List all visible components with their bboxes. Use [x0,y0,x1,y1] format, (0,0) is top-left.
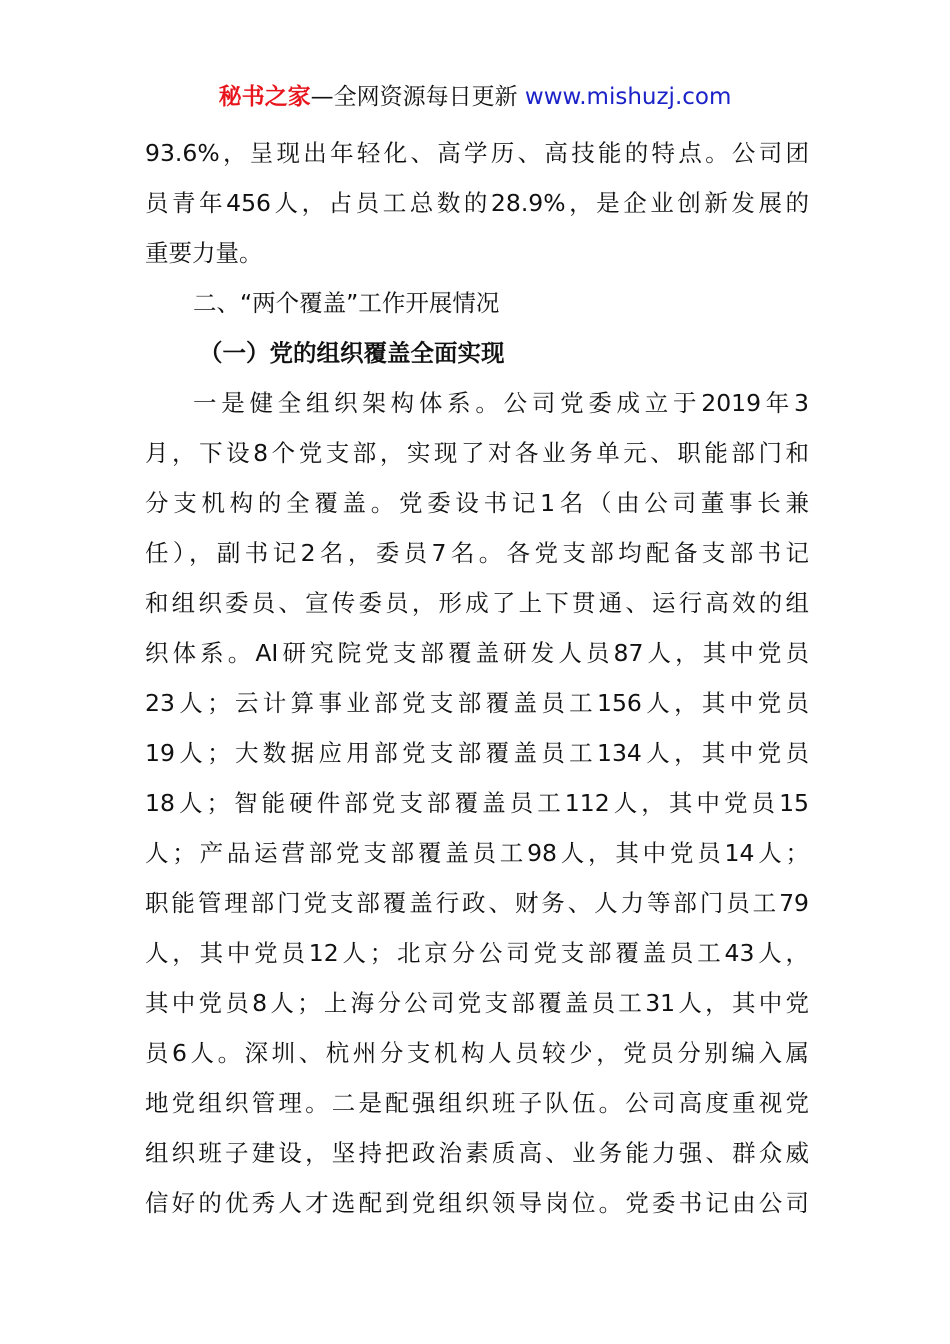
text-line: 和组织委员、宣传委员，形成了上下贯通、运行高效的组 [145,589,809,617]
text-line: 职能管理部门党支部覆盖行政、财务、人力等部门员工79 [145,889,809,917]
text-line: 员6人。深圳、杭州分支机构人员较少，党员分别编入属 [145,1039,809,1067]
subsection-heading: （一）党的组织覆盖全面实现 [199,339,505,367]
text-line: 员青年456人，占员工总数的28.9%，是企业创新发展的 [145,189,809,217]
section-heading: 二、“两个覆盖”工作开展情况 [193,289,500,317]
site-url[interactable]: www.mishuzj.com [524,84,732,110]
text-line: 分支机构的全覆盖。党委设书记1名（由公司董事长兼 [145,489,809,517]
brand-name: 秘书之家 [218,84,311,110]
page-header [0,80,950,114]
text-line: 人；产品运营部党支部覆盖员工98人，其中党员14人； [145,839,809,867]
document-body [145,128,809,1228]
header-slogan: —全网资源每日更新 [310,84,525,110]
text-line: 93.6%，呈现出年轻化、高学历、高技能的特点。公司团 [145,139,809,167]
text-line: 19人；大数据应用部党支部覆盖员工134人，其中党员 [145,739,809,767]
text-line: 18人；智能硬件部党支部覆盖员工112人，其中党员15 [145,789,809,817]
text-line: 地党组织管理。二是配强组织班子队伍。公司高度重视党 [145,1089,809,1117]
text-line: 织体系。AI研究院党支部覆盖研发人员87人，其中党员 [145,639,809,667]
text-line: 一是健全组织架构体系。公司党委成立于2019年3 [193,389,809,417]
text-line: 月，下设8个党支部，实现了对各业务单元、职能部门和 [145,439,809,467]
text-line: 其中党员8人；上海分公司党支部覆盖员工31人，其中党 [145,989,809,1017]
text-line: 组织班子建设，坚持把政治素质高、业务能力强、群众威 [145,1139,809,1167]
text-line: 23人；云计算事业部党支部覆盖员工156人，其中党员 [145,689,809,717]
text-line: 信好的优秀人才选配到党组织领导岗位。党委书记由公司 [145,1189,809,1217]
text-line: 重要力量。 [145,239,263,267]
text-line: 任），副书记2名，委员7名。各党支部均配备支部书记 [145,539,809,567]
text-line: 人，其中党员12人；北京分公司党支部覆盖员工43人， [145,939,809,967]
